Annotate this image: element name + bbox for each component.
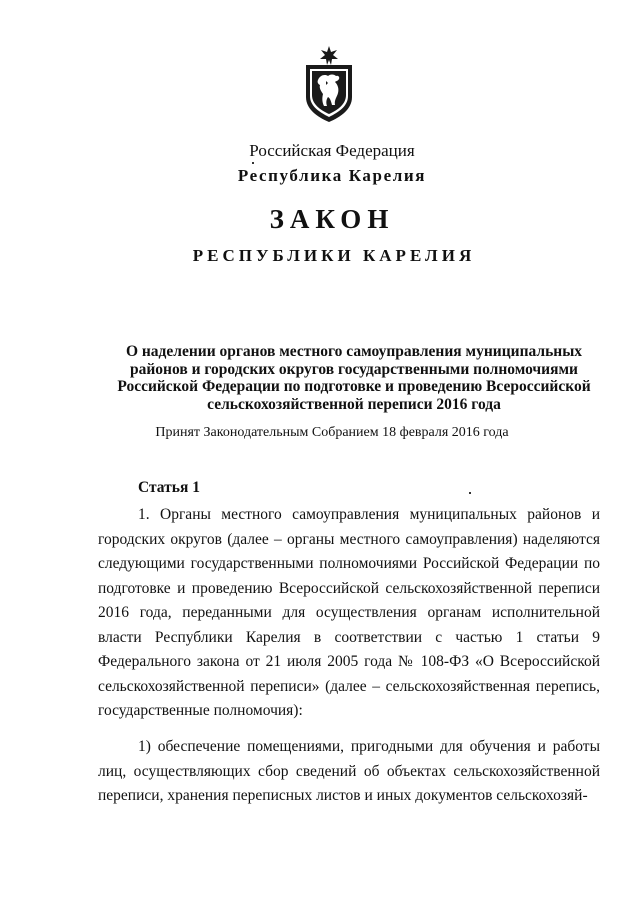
document-issuer: РЕСПУБЛИКИ КАРЕЛИЯ [192, 246, 476, 265]
karelia-coat-of-arms-icon [301, 45, 357, 123]
document-type: ЗАКОН [269, 204, 395, 234]
adoption-note: Принят Законодательным Собранием 18 февраля 2016 года [155, 425, 509, 440]
republic-name: Республика Карелия [237, 166, 427, 185]
country-name: Российская Федерация [249, 141, 415, 160]
law-title: О наделении органов местного самоуправления муниципальных районов и городских округов государственными полномочиями Российской Федерации по подготовке и проведению Всероссийской сельскохозяйственной переписи 2016 года [117, 343, 591, 413]
article-heading: Статья 1 [138, 479, 200, 496]
article-paragraph-2 [98, 735, 600, 809]
article-paragraph-1 [98, 503, 600, 724]
scan-speck [252, 162, 254, 164]
paragraph-text: 1) обеспечение помещениями, пригодными для обучения и работы лиц, осуществляющих сбор сведений об объектах сельскохозяйственной переписи, хранения переписных листов и иных документов сельскохозяй- [98, 738, 600, 804]
scan-speck [469, 492, 471, 494]
paragraph-text: 1. Органы местного самоуправления муниципальных районов и городских округов (далее – органы местного самоуправления) наделяются следующими государственными полномочиями Российской Федерации по подготовке и проведению Всероссийской сельскохозяйственной переписи 2016 года, переданными для осуществления органам исполнительной власти Республики Карелия в соответствии с частью 1 статьи 9 Федерального закона от 21 июля 2005 года № 108-ФЗ «О Всероссийской сельскохозяйственной переписи» (далее – сельскохозяйственная перепись, государственные полномочия): [98, 506, 600, 719]
